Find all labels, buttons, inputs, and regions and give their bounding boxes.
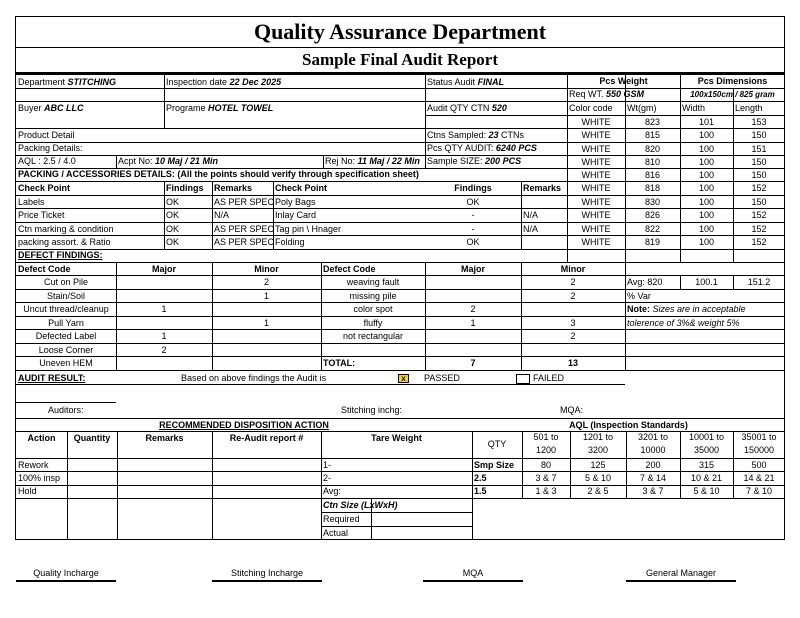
weight-cell: 152 <box>751 224 767 234</box>
grid-line <box>16 249 785 250</box>
aql-qty-label: QTY <box>487 439 507 449</box>
programe-field-value: HOTEL TOWEL <box>208 103 274 113</box>
audit-qty-field <box>427 102 507 115</box>
grid-line <box>16 498 785 499</box>
signature-label: Stitching Incharge <box>230 568 304 578</box>
avg-weight: Avg: 820 <box>627 277 663 287</box>
defect-cell: Pull Yarn <box>48 318 84 328</box>
failed-checkbox[interactable] <box>516 374 530 384</box>
defect-cell: 2 <box>570 291 576 301</box>
weight-cell: 100 <box>698 197 715 207</box>
defect-cell: 7 <box>470 358 476 368</box>
note <box>627 303 746 316</box>
disposition-col-header: Remarks <box>145 433 184 443</box>
pcs-qty-audit-field <box>427 142 537 155</box>
weight-cell: 815 <box>644 130 661 140</box>
packing-col-header: Findings <box>454 183 492 193</box>
defect-col-header: Defect Code <box>323 264 376 274</box>
defect-cell: Defected Label <box>35 331 97 341</box>
weight-cell: 100 <box>698 157 715 167</box>
defect-col-header: Major <box>460 264 485 274</box>
weight-cell: WHITE <box>581 130 611 140</box>
packing-cell: Folding <box>275 237 305 247</box>
audit-report <box>15 16 785 540</box>
sample-size-field-value: 200 PCS <box>485 156 522 166</box>
packing-cell: Inlay Card <box>275 210 317 220</box>
packing-cell: Poly Bags <box>275 197 316 207</box>
weight-cell: WHITE <box>581 237 611 247</box>
weight-cell: 822 <box>644 224 661 234</box>
aql-range: 3200 <box>587 445 609 455</box>
aql-level-label: 2.5 <box>474 473 487 483</box>
weight-cell: 150 <box>751 130 767 140</box>
buyer-field <box>18 102 84 115</box>
ctn-size-label: Ctn Size (LxWxH) <box>323 500 398 510</box>
weight-cell: 100 <box>698 170 715 180</box>
grid-line <box>16 370 785 371</box>
signature-label: General Manager <box>645 568 717 578</box>
weight-col-header: Color code <box>569 103 613 113</box>
weight-cell: 830 <box>644 197 661 207</box>
weight-col-header: Wt(gm) <box>627 103 657 113</box>
disposition-col-header: Quantity <box>73 433 111 443</box>
grid-line <box>212 181 213 249</box>
disposition-row-label: 100% insp <box>18 473 61 483</box>
acpt-field <box>118 155 218 168</box>
defect-cell: 1 <box>470 318 476 328</box>
weight-cell: WHITE <box>581 117 611 127</box>
defect-cell: 1 <box>263 318 269 328</box>
disposition-col-header: Action <box>27 433 56 443</box>
weight-col-header: Length <box>735 103 763 113</box>
defect-cell: color spot <box>353 304 393 314</box>
weight-cell: 150 <box>751 157 767 167</box>
defect-cell: fluffy <box>363 318 383 328</box>
defect-cell: TOTAL: <box>323 358 356 368</box>
aql-cell: 7 & 10 <box>745 486 773 496</box>
programe-field-label: Programe <box>166 103 206 113</box>
defect-cell: 2 <box>161 345 167 355</box>
status-field-value: FINAL <box>477 77 505 87</box>
weight-cell: WHITE <box>581 210 611 220</box>
defect-cell: 2 <box>263 277 269 287</box>
grid-line <box>425 74 426 168</box>
aql-cell: 5 & 10 <box>584 473 612 483</box>
packing-col-header: Findings <box>166 183 204 193</box>
grid-line <box>212 431 213 540</box>
defect-cell: weaving fault <box>346 277 400 287</box>
packing-col-header: Check Point <box>275 183 328 193</box>
weight-cell: WHITE <box>581 224 611 234</box>
packing-cell: AS PER SPEC <box>214 224 275 234</box>
department-field-label: Department <box>18 77 66 87</box>
audit-result-label: AUDIT RESULT: <box>18 373 86 383</box>
weight-cell: 153 <box>751 117 767 127</box>
aql-cell: 3 & 7 <box>535 473 557 483</box>
weight-cell: WHITE <box>581 183 611 193</box>
signature-line <box>626 580 736 582</box>
note-label: Note: <box>627 304 650 314</box>
pcs-qty-audit-field-value: 6240 PCS <box>495 143 537 153</box>
disposition-row-label: Hold <box>18 486 37 496</box>
aql-cell: 1 & 3 <box>535 486 557 496</box>
avg-length: 151.2 <box>747 277 771 287</box>
signature-label: MQA <box>462 568 484 578</box>
defect-cell: 2 <box>570 277 576 287</box>
aql-cell: 14 & 21 <box>743 473 775 483</box>
aql-range: 10000 <box>640 445 666 455</box>
packing-cell: OK <box>466 197 480 207</box>
weight-cell: 818 <box>644 183 661 193</box>
mqa-inline-label: MQA: <box>560 405 584 415</box>
defect-col-header: Defect Code <box>18 264 71 274</box>
defect-col-header: Minor <box>560 264 586 274</box>
packing-cell: Price Ticket <box>18 210 65 220</box>
packing-cell: AS PER SPEC <box>214 237 275 247</box>
tare-weight-cell: Avg: <box>323 486 341 496</box>
aql-cell: 200 <box>645 460 661 470</box>
weight-cell: WHITE <box>581 157 611 167</box>
stitching-inchg-label: Stitching inchg: <box>341 405 403 415</box>
packing-cell: OK <box>466 237 480 247</box>
aql-range: 1200 <box>535 445 557 455</box>
req-dimension: 100x150cm / 825 gram <box>690 90 775 99</box>
grid-line <box>16 101 785 102</box>
defect-cell: 3 <box>570 318 576 328</box>
weight-cell: 100 <box>698 130 715 140</box>
buyer-field-value: ABC LLC <box>44 103 84 113</box>
packing-heading: PACKING / ACCESSORIES DETAILS: (All the points should verify through specification sheet) <box>18 169 419 179</box>
department-field-value: STITCHING <box>67 77 117 87</box>
audit-qty-field-value: 520 <box>491 103 507 113</box>
weight-cell: 100 <box>698 237 715 247</box>
status-field-label: Status Audit <box>427 77 476 87</box>
defect-cell: Loose Corner <box>38 345 94 355</box>
req-weight-field-value: 550 GSM <box>606 89 645 99</box>
grid-line <box>116 155 117 168</box>
inspection-date-field-value: 22 Dec 2025 <box>229 77 282 87</box>
status-field <box>427 76 504 89</box>
pcs-qty-audit-field-label: Pcs QTY AUDIT: <box>427 143 494 153</box>
aql-range: 1201 to <box>582 432 614 442</box>
signature-line <box>16 580 116 582</box>
weight-cell: WHITE <box>581 170 611 180</box>
aql-range: 150000 <box>743 445 775 455</box>
inspection-date-field-label: Inspection date <box>166 77 228 87</box>
aql-cell: 80 <box>540 460 551 470</box>
packing-cell: OK <box>166 224 180 234</box>
disposition-col-header: Re-Audit report # <box>229 433 304 443</box>
defect-cell: Uncut thread/cleanup <box>23 304 109 314</box>
weight-cell: 152 <box>751 237 767 247</box>
aql-cell: 500 <box>751 460 767 470</box>
packing-cell: Tag pin \ Hnager <box>275 224 342 234</box>
page-title: Quality Assurance Department <box>16 17 784 48</box>
packing-cell: AS PER SPEC <box>214 197 275 207</box>
aql-range: 3201 to <box>637 432 669 442</box>
rej-field-value: 11 Maj / 22 Min <box>357 156 420 166</box>
defect-col-header: Major <box>151 264 176 274</box>
pcs-weight-heading: Pcs Weight <box>599 76 648 86</box>
aql-cell: 7 & 14 <box>639 473 667 483</box>
page-subtitle: Sample Final Audit Report <box>16 48 784 74</box>
defect-cell: Stain/Soil <box>46 291 86 301</box>
weight-cell: 100 <box>698 183 715 193</box>
packing-cell: Labels <box>18 197 45 207</box>
failed-label: FAILED <box>533 373 565 383</box>
grid-line <box>16 402 116 403</box>
note-line: Sizes are in acceptable <box>650 304 746 314</box>
grid-line <box>321 431 322 540</box>
sample-size-field-label: Sample SIZE: <box>427 156 483 166</box>
weight-cell: 100 <box>698 144 715 154</box>
aql-cell: 3 & 7 <box>642 486 664 496</box>
grid-line <box>164 181 165 249</box>
acpt-field-label: Acpt No: <box>118 156 153 166</box>
defect-heading: DEFECT FINDINGS: <box>18 250 103 260</box>
packing-details-label: Packing Details: <box>18 143 83 153</box>
audit-qty-field-label: Audit QTY CTN <box>427 103 490 113</box>
req-weight-field <box>569 88 644 101</box>
rej-field <box>325 155 420 168</box>
passed-label: PASSED <box>424 373 460 383</box>
defect-cell: Cut on Pile <box>43 277 89 287</box>
aql-range: 35001 to <box>741 432 777 442</box>
weight-cell: 819 <box>644 237 661 247</box>
weight-cell: 816 <box>644 170 661 180</box>
actual-label: Actual <box>323 528 349 538</box>
packing-cell: - <box>471 210 475 220</box>
weight-cell: WHITE <box>581 197 611 207</box>
pcs-dimensions-heading: Pcs Dimensions <box>697 76 768 86</box>
packing-cell: packing assort. & Ratio <box>18 237 111 247</box>
defect-cell: not rectangular <box>342 331 404 341</box>
packing-col-header: Remarks <box>523 183 562 193</box>
weight-cell: 152 <box>751 210 767 220</box>
aql-range: 10001 to <box>688 432 725 442</box>
packing-cell: - <box>471 224 475 234</box>
weight-cell: 152 <box>751 183 767 193</box>
disposition-col-header: Tare Weight <box>371 433 422 443</box>
grid-line <box>323 155 324 168</box>
aql-cell: 5 & 10 <box>693 486 720 496</box>
weight-cell: WHITE <box>581 144 611 154</box>
grid-line <box>521 181 522 249</box>
aql-smp-label: Smp Size <box>474 460 515 470</box>
aql-range: 501 to <box>533 432 559 442</box>
aql-label: AQL : 2.5 / 4.0 <box>18 156 76 166</box>
aql-cell: 125 <box>590 460 606 470</box>
weight-cell: 826 <box>644 210 661 220</box>
ctns-sampled-value: 23 <box>486 130 502 140</box>
rej-field-label: Rej No: <box>325 156 356 166</box>
req-weight-field-label: Req WT. <box>569 89 604 99</box>
defect-cell: 13 <box>567 358 578 368</box>
weight-cell: 100 <box>698 224 715 234</box>
product-detail-label: Product Detail <box>18 130 75 140</box>
packing-col-header: Remarks <box>214 183 253 193</box>
grid-line <box>164 74 165 128</box>
packing-cell: OK <box>166 210 180 220</box>
note-line: tolerence of 3%& weight 5% <box>627 318 740 328</box>
tare-weight-cell: 1- <box>323 460 332 470</box>
packing-cell: OK <box>166 197 180 207</box>
weight-cell: 820 <box>644 144 661 154</box>
aql-heading: AQL (Inspection Standards) <box>569 420 688 430</box>
defect-cell: missing pile <box>349 291 397 301</box>
weight-cell: 151 <box>751 144 767 154</box>
defect-cell: 2 <box>470 304 476 314</box>
signature-line <box>423 580 523 582</box>
passed-checkbox[interactable]: x <box>398 374 409 383</box>
auditors-label: Auditors: <box>48 405 84 415</box>
department-field <box>18 76 116 89</box>
aql-cell: 315 <box>698 460 715 470</box>
grid-line <box>425 262 426 370</box>
weight-cell: 150 <box>751 170 767 180</box>
programe-field <box>166 102 273 115</box>
ctns-sampled-field <box>427 129 524 142</box>
sample-size-field <box>427 155 521 168</box>
aql-cell: 10 & 21 <box>690 473 723 483</box>
weight-col-header: Width <box>682 103 706 113</box>
audit-result-text: Based on above findings the Audit is <box>181 373 327 383</box>
avg-width: 100.1 <box>695 277 718 287</box>
weight-cell: 101 <box>698 117 715 127</box>
buyer-field-label: Buyer <box>18 103 42 113</box>
packing-cell: N/A <box>523 210 539 220</box>
tare-weight-cell: 2- <box>323 473 332 483</box>
weight-cell: 810 <box>644 157 661 167</box>
packing-col-header: Check Point <box>18 183 71 193</box>
defect-col-header: Minor <box>254 264 279 274</box>
weight-cell: 100 <box>698 210 715 220</box>
signature-line <box>212 580 322 582</box>
grid-line <box>117 431 118 540</box>
defect-cell: 1 <box>161 304 167 314</box>
aql-cell: 2 & 5 <box>587 486 609 496</box>
var-label: % Var <box>627 291 651 301</box>
inspection-date-field <box>166 76 281 89</box>
disposition-row-label: Rework <box>18 460 49 470</box>
packing-cell: Ctn marking & condition <box>18 224 114 234</box>
disposition-heading: RECOMMENDED DISPOSITION ACTION <box>159 420 329 430</box>
packing-cell: N/A <box>523 224 539 234</box>
acpt-field-value: 10 Maj / 21 Min <box>155 156 219 166</box>
weight-cell: 150 <box>751 197 767 207</box>
packing-cell: OK <box>166 237 180 247</box>
packing-cell: N/A <box>214 210 230 220</box>
defect-cell: 1 <box>263 291 269 301</box>
grid-line <box>67 431 68 540</box>
ctns-sampled-label: Ctns Sampled: <box>427 130 487 140</box>
required-label: Required <box>323 514 360 524</box>
ctns-unit: CTNs <box>501 130 525 140</box>
defect-cell: 1 <box>161 331 167 341</box>
defect-cell: 2 <box>570 331 576 341</box>
defect-cell: Uneven HEM <box>39 358 93 368</box>
aql-level-label: 1.5 <box>474 486 487 496</box>
weight-cell: 823 <box>644 117 661 127</box>
signature-label: Quality Incharge <box>33 568 99 578</box>
aql-range: 35000 <box>693 445 720 455</box>
